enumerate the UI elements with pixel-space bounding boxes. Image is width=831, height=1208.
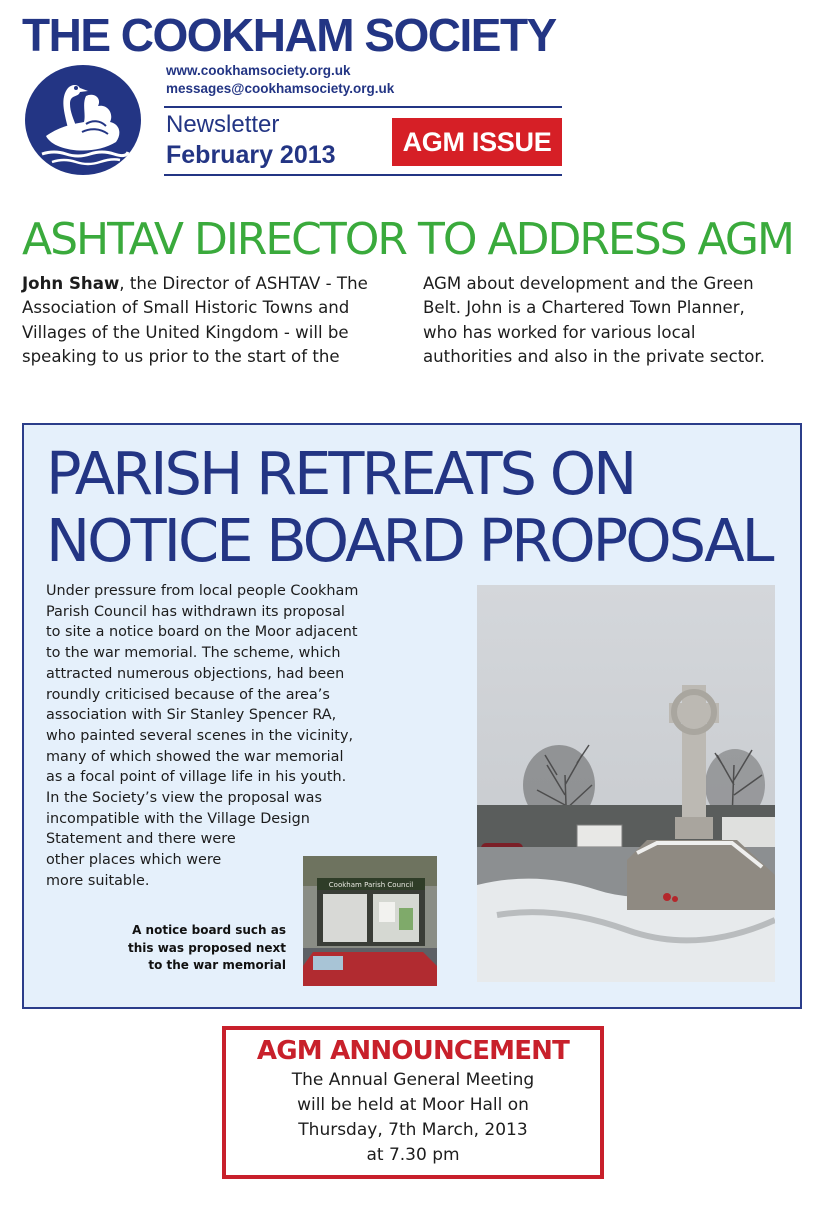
body-line: who painted several scenes in the vicinity, [46,727,354,744]
notice-board-sign: Cookham Parish Council [328,881,414,889]
lead-line: Belt. John is a Chartered Town Planner, [423,298,745,318]
lead-line: who has worked for various local [423,322,696,342]
caption-line: A notice board such as [132,923,286,937]
announcement-line: will be held at Moor Hall on [297,1095,529,1115]
body-line: to site a notice board on the Moor adjacent [46,624,358,641]
announcement-line: Thursday, 7th March, 2013 [298,1120,528,1140]
body-line: as a focal point of village life in his youth. [46,769,347,786]
email-link[interactable]: messages@cookhamsociety.org.uk [166,81,395,96]
body-line: association with Sir Stanley Spencer RA, [46,707,337,724]
lead-line: Association of Small Historic Towns and [22,298,350,318]
caption-line: to the war memorial [148,958,286,972]
lead-line: speaking to us prior to the start of the [22,347,340,367]
body-line: roundly criticised because of the area’s [46,686,330,703]
body-line: other places which were [46,852,222,869]
agm-issue-badge: AGM ISSUE [392,118,562,166]
website-link[interactable]: www.cookhamsociety.org.uk [166,63,351,78]
parish-body [46,581,358,892]
lead-line: AGM about development and the Green [423,274,754,293]
announcement-line: The Annual General Meeting [291,1070,535,1090]
contact-details [166,62,394,98]
agm-announcement-title: AGM ANNOUNCEMENT [256,1036,570,1066]
lead-line: authorities and also in the private sector. [423,347,765,367]
body-line: to the war memorial. The scheme, which [46,645,341,662]
body-line: Parish Council has withdrawn its proposal [46,603,345,620]
announcement-line: at 7.30 pm [366,1145,460,1165]
lead-column-right [423,272,818,370]
lead-name: John Shaw [22,274,120,293]
war-memorial-photo [477,585,775,982]
notice-board-photo [303,856,437,986]
newsletter-label: Newsletter [166,111,280,138]
body-line: incompatible with the Village Design [46,810,310,827]
lead-first-line: John Shaw, the Director of ASHTAV - The [22,274,368,293]
body-line: many of which showed the war memorial [46,748,344,765]
body-line: Under pressure from local people Cookham [46,583,359,599]
body-line: attracted numerous objections, had been [46,665,345,682]
body-line: In the Society’s view the proposal was [46,790,322,807]
lead-column-left [22,272,406,370]
agm-announcement-text [222,1068,604,1168]
body-line: more suitable. [46,872,150,889]
caption-line: this was proposed next [127,940,286,955]
lead-line: Villages of the United Kingdom - will be [22,322,349,342]
photo-caption [112,922,286,975]
divider [164,174,562,176]
body-line: Statement and there were [46,831,236,848]
parish-headline: PARISH RETREATS ON NOTICE BOARD PROPOSAL [46,439,772,575]
society-title: THE COOKHAM SOCIETY [22,9,556,61]
divider [164,106,562,108]
lead-headline: ASHTAV DIRECTOR TO ADDRESS AGM [22,214,793,265]
issue-date: February 2013 [166,141,336,169]
swan-logo-icon [24,64,142,176]
